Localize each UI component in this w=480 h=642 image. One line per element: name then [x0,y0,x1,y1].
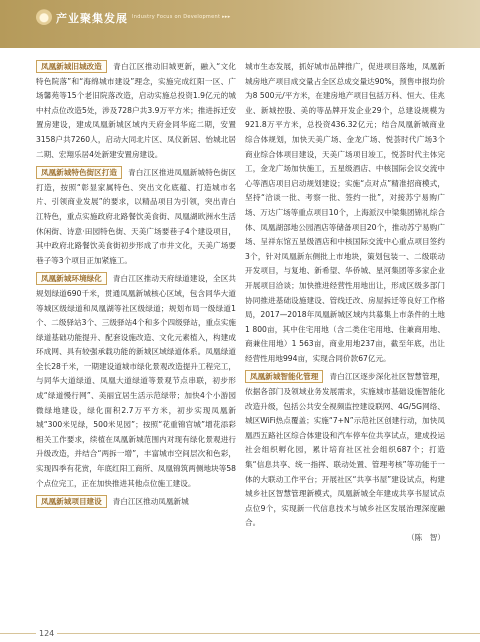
section-title: 产业聚集发展 [56,12,128,25]
right-column [245,60,445,546]
phoenix-logo-icon [36,9,52,25]
section-heading: 凤凰新城项目建设 [36,495,107,508]
section-heading: 凤凰新城智能化管理 [245,370,323,383]
page-number: 124 [36,629,57,638]
paragraph-greening [36,272,236,491]
author-signature: （陈 智） [407,533,445,542]
paragraph-text: 青白江区逐步深化社区智慧管理，依据各部门及领域业务发展需求，实施城市基础设施智能化改造升级，包括公共安全视频监控建设联网、4G/5G网络、城区WiFi热点覆盖；实施“7+N”示范社区创建行动，加快凤凰西五路社区综合体建设和汽车停车位共享试点，建成投运社会组织孵化园，累计培育社区社会组织687个；打造集“信息共享、统一指挥、联动处置、管理考核”等功能于一体的大联动工作平台；开展社区“共享书屋”建设试点，构建城乡社区智慧管理新模式，凤凰新城全年建成共享书屋试点点位9个，实现新一代信息技术与城乡社区发展治理深度融合。 [245,372,445,528]
left-column [36,60,236,510]
footer-rule [0,633,480,634]
section-heading: 凤凰新城旧城改造 [36,60,107,73]
paragraph-real-estate-continued: 城市生态发展，抓好城市品牌推广，促进项目落地，凤凰新城房地产项目成交量占全区总成交量达90%，预售申报均价为8 500元/平方米，在建房地产项目包括万科、恒大、佳兆业、新城控股、美的等品牌开发企业29个，总建设规模为921.8万平方米，总投资436.32亿元；结合凤凰新城商业综合体规划，加快天美广场、金龙广场、悦荟时代广场3个商业综合体项目建设，天美广场项目竣工，悦荟时代主体完工，金龙广场加快施工，五星级酒店、中核国际会议交流中心等酒店项目启动规划建设；实施“点对点”精准招商模式，坚持“洽谈一批、考察一批、签约一批”，对接苏宁易购广场、万达广场等重点项目10个，上海派汉中梁集团锦礼综合体、凤凰湖部地公园酒店等储备项目20个，推动苏宁易购广场、呈祥东馆五星级酒店和中核国际交流中心重点项目签约3个，针对凤凰新东侧批上市地块，策划包装一、二级联动开发项目，与复地、新希望、华侨城、星河集团等多家企业开展项目洽谈；加快推进经营性用地出让，形成区级多部门协同推进基础设施建设、管线迁改、房屋拆迁等良好工作格局，2017—2018年凤凰新城区域内共募集上市条件的土地1 800亩，其中住宅用地（含二类住宅用地、住兼商用地、商兼住用地）1 563亩，商业用地237亩，截至年底，出让经营性用地994亩，实现合同价款67亿元。 [245,62,445,363]
page-header-band [0,0,480,48]
paragraph-project-construction [36,495,236,510]
paragraph-old-city-renovation [36,60,236,162]
paragraph-text: 青白江区推动凤凰新城 [112,497,189,507]
paragraph-feature-streets [36,166,236,268]
section-heading: 凤凰新城特色街区打造 [36,166,122,179]
paragraph-text: 青白江区推动旧城更新，融入“文化特色院落”和“海绵城市建设”理念，实施完成红阳一区、广场馨苑等15个老旧院落改造，启动实施总投资1.9亿元的城中村点位改造5处，涉及728户共3.9万平方米；推进拆迁安置房建设，建成凤凰新城区域内天府金同华庭二期，安置3158户共7260人，启动大同北片区、凤仪新居、怡城北居二期、宏翔乐居4处新建安置房建设。 [36,62,236,159]
paragraph-text: 青白江区推动天府绿道建设，全区共规划绿道690千米，贯通凤凰新城核心区域，包含同华大道等城区级绿道和凤凰湖等社区级绿道；规划布局一级绿道1个、二级驿站3个、三级驿站4个和多个四级驿站，重点实施绿道基础功能提升、配套设施改造、文化元素植入，构建成环成网、具有较强承载功能的新城区域绿道体系。凤凰绿道全长28千米，一期建设道城市绿化景观改造提升工程完工，与同华大道绿道、凤凰大道绿道等景观节点串联，初步形成“绿道慢行网”、美丽宜居生活示范绿带；加快4个小游园微绿地建设，绿化面积2.7万平方米，初步实现凤凰新城“300米见绿，500米见园”；按照“花重锦官城”增花添彩相关工作要求，续植在凤凰新城范围内对现有绿化景观进行升级改造，并结合“两拆一增”，丰富城市空间层次和色彩，实现四季有花赏，年底红阳工商所、凤凰锦筑两侧地块等58个点位完工，正在加快推进其他点位施工建设。 [36,274,236,488]
section-subtitle: Industry Focus on Development ▸▸▸ [132,14,231,20]
section-heading: 凤凰新城环境绿化 [36,272,107,285]
paragraph-smart-management [245,370,445,531]
page-footer [0,629,480,642]
paragraph-text: 青白江区推进凤凰新城特色街区打造，按照“彰显家属特色、突出文化底蕴、打造城市名片、引领商业发展”的要求，以精品项目为引领，突出青白江特色，重点实施政府北路餐饮美食街、凤凰湖欧洲水生活休闲街、诗意·田园特色街、天美广场要巷子4个建设项目，其中政府北路餐饮美食街初步形成了市井文化，天美广场要巷子等3个项目正加紧施工。 [36,168,236,265]
